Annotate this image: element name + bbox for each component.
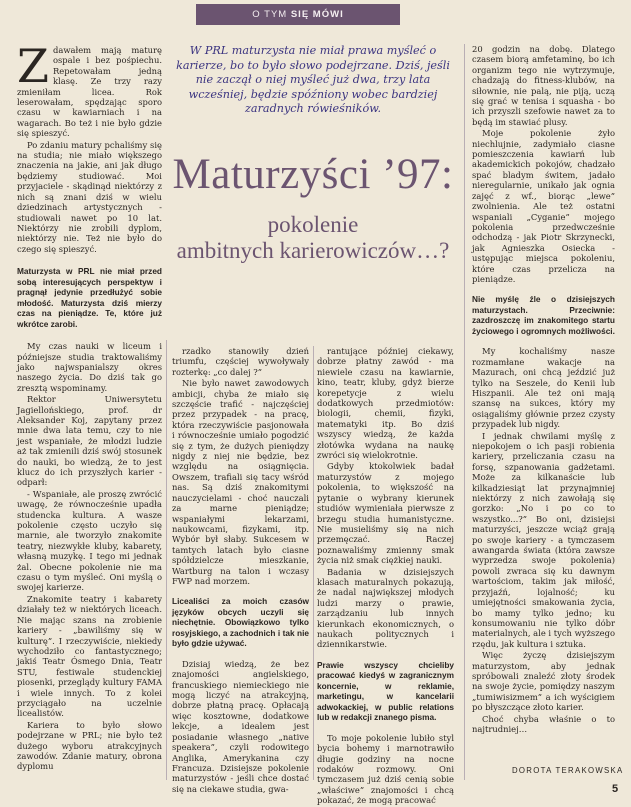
col1-paragraph-6: Znakomite teatry i kabarety działały też w niektórych liceach. Nie mając szans na zrobienie kariery - „bawiliśmy się w kulturę”. I rzeczywiście, niekiedy wychodziło co fantastycznego; jakiś Teatr Ósmego Dnia, Teatr STU, festiwale studenckiej piosenki, przeglądy kultury FAMA i wiele innych. To z kolei przyciągało na uczelnie licealistów. (17, 593, 162, 719)
col1-paragraph-3: My czas nauki w liceum i późniejsze studia traktowaliśmy jako najwspanialszy okres naszego życia. Do dziś tak go zresztą wspominamy. (17, 341, 162, 393)
col4-paragraph-1: 20 godzin na dobę. Dlatego czasem biorą amfetaminę, bo ich organizm tego nie wytrzymuje, chadzają do fitness-klubów, na siłownie, nie palą, nie piją, uczą się grać w tenisa i squasha - bo ich przyszli szefowie nawet za to będą im stawiać plusy. (472, 44, 615, 127)
section-header-highlight: SIĘ MÓWI (290, 9, 344, 20)
col2-paragraph-2: Nie było nawet zawodowych ambicji, chyba że miało się szczęście trafić - najczęściej przez przypadek - na pracę, która rzeczywiście pasjonowała i równocześnie umiało pogodzić się z tym, że dużych pieniędzy nigdy z niej nie będzie, bez względu na osiągnięcia. Owszem, trafiali się tacy wśród nas. Są dziś znakomitymi nauczycielami - choć nauczali za marne pieniądze; wspaniałymi lekarzami, naukowcami, fizykami, itp. Wybór był słaby. Sukcesem w tamtych latach było ciasne spółdzielcze mieszkanie, Wartburg na talon i wczasy FWP nad morzem. (172, 378, 309, 586)
section-header (196, 4, 400, 25)
column-2 (172, 346, 309, 795)
col1-paragraph-1: Zdawałem mają maturę ospale i bez pośpiechu. Repetowałam jedną klasę. Ze trzy razy zmieniłam licea. Rok leserowałam, spędzając sporo czasu w kawiarniach i na wagarach. Bo też i nie było gdzie się spieszyć. (17, 39, 162, 139)
divider-3 (464, 44, 465, 780)
col2-paragraph-3: Dzisiaj wiedzą, że bez znajomości angielskiego, francuskiego niemieckiego nie mogą liczyć na atrakcyjną, dobrze płatną pracę. Opłacają więc kosztowne, dodatkowe lekcje, a idealem jest posiadanie własnego „native speakera”, czyli rodowitego Anglika, Amerykanina czy Francuza. Dzisiejsze pokolenie maturzystów - jeśli chce dostać się na ciekawe studia, gwa- (172, 658, 309, 794)
drop-cap: Z (17, 39, 49, 93)
divider-2 (313, 346, 314, 780)
col1-paragraph-2: Po zdaniu matury pchaliśmy się na studia; nie miało większego znaczenia na jakie, ani jak długo będziemy studiować. Moi przyjaciele - skądinąd niektórzy z nich są znani dziś w wielu dziedzinach artystycznych - studiowali nawet po 10 lat. Niektórzy nie zrobili dyplom, niektórzy nie. Też nie było do czego się spieszyć. (17, 139, 162, 254)
col1-paragraph-5: - Wspaniałe, ale proszę zwrócić uwagę, że równocześnie upadła studencka kultura. A wasze pokolenie często uczyło się marnie, ale tworzyło znakomite teatry, niezwykłe kluby, kabarety, własną muzykę. I tego mi jednak żal. Obecne pokolenie nie ma czasu o tym myśleć. Oni myślą o swojej karierze. (17, 488, 162, 593)
article-subtitle-line-1: pokolenie (267, 212, 359, 237)
article-title: Maturzyści ’97: (172, 151, 454, 198)
column-3 (317, 346, 454, 807)
col1-paragraph-4: Rektor Uniwersytetu Jagiellońskiego, prof. dr Aleksander Koj, zapytany przez mnie dwa lata temu, czy to nie jest wspaniałe, że młodzi ludzie aż tak zmienili dziś swój stosunek do nauki, bo wiedzą, że to jest klucz do ich przyszłych karier - odparł: (17, 394, 162, 488)
col4-paragraph-5: Więc życzę dzisiejszym maturzystom, aby jednak spróbowali znaleźć złoty środek na swoje życie, pomiędzy naszym „tumiwisizmem” a ich wyścigiem po błyszczące złoto karier. (472, 650, 615, 713)
col3-paragraph-3: Badania w dzisiejszych klasach maturalnych pokazują, że nadal największej młodych ludzi marzy o prawie, zarządzaniu lub innych kierunkach ekonomicznych, o naukach politycznych i dziennikarstwie. (317, 566, 454, 650)
col3-paragraph-1: rantujące później ciekawy, dobrze płatny zawód - ma niewiele czasu na kawiarnie, kino, teatr, kluby, gdyż bierze korepetycje z wielu dodatkowych przedmiotów: biologii, chemii, fizyki, matematyki itp. Bo dziś wszyscy wiedzą, że każda złotówka wydana na naukę zwróci się wielokrotnie. (317, 346, 454, 461)
col4-paragraph-4: I jednak chwilami myślę z niepokojem o ich pasji robienia kariery, przeliczania czasu na forsę, szpanowania gadżetami. Może za kilkanaście lub kilkadziesiąt lat przynajmniej niektórzy z nich zawołają się gorzko: „No i po co to wszystko...?” Bo oni, dzisiejsi maturzyści, jeszcze wciąż grają po swoje kariery - a tymczasem awangarda świata (która zawsze wyprzedza swoje pokolenia) powoli zwraca się ku dawnym wartościom, takim jak miłość, przyjaźń, lojalność; ku umiejętności smakowania życia, bo mamy tylko jedno; ku konsumowaniu nie tylko dóbr materialnych, ale i tych wyższego rzędu, jak kultura i sztuka. (472, 430, 616, 649)
author-name: DOROTA TERAKOWSKA (512, 766, 624, 775)
col1-bold-quote: Maturzysta w PRL nie miał przed sobą interesujących perspektyw i pragnął jedynie przedłużyć sobie młodość. Maturzysta dziś mierzy czas na pieniądze. Te, które już wkrótce zarobi. (17, 266, 162, 329)
divider-1 (166, 340, 167, 780)
col3-paragraph-2: Gdyby ktokolwiek badał maturzystów z mojego pokolenia, to większość na pytanie o wybrany kierunek studiów wymieniała pierwsze z brzegu studia humanistyczne. Nie musieliśmy się na nich przemęczać. Raczej poznawaliśmy zmienny smak życia niż smak ciężkiej nauki. (317, 461, 454, 566)
col4-paragraph-6: Choć chyba właśnie o to najtrudniej… (472, 713, 615, 734)
column-1 (17, 39, 162, 773)
col1-paragraph-7: Kariera to było słowo podejrzane w PRL; nie było też dużego wyboru atrakcyjnych zawodów. Zdanie matury, obrona dyplomu (17, 719, 162, 772)
section-header-prefix: O TYM (252, 9, 288, 20)
col2-bold-quote: Licealiści za moich czasów języków obcych uczyli się niechętnie. Obowiązkowo tylko rosyjskiego, a zachodnich i tak nie było gdzie używać. (172, 596, 309, 649)
article-subtitle-line-2: ambitnych karierowiczów…? (176, 238, 450, 263)
lead-text: W PRL maturzysta nie miał prawa myśleć o karierze, bo to było słowo podejrzane. Dziś, jeśli nie zaczął o niej myśleć już dwa, trzy lata wcześniej, będzie spóźniony wobec bardziej zaradnych rówieśników. (176, 44, 450, 116)
col4-paragraph-2: Moje pokolenie żyło niechlujnie, zadymiało ciasne pomieszczenia kawiarń lub akademickich pokojów, chadzało spać bladym świtem, jadało nieregularnie, unikało jak ognia zajęć z wf., biorąc „lewe” zwolnienia. Ale też ostatni wspaniali „Cyganie” mojego pokolenia przedwcześnie odchodzą - jak Piotr Skrzynecki, jak Agnieszka Osiecka - ustępując miejsca pokoleniu, które czas przelicza na pieniądze. (472, 128, 615, 284)
col2-paragraph-1: rzadko stanowiły dzień triumfu, częściej wywoływały rozterkę: „co dalej ?” (172, 346, 309, 377)
page-number: 5 (612, 783, 619, 795)
col3-bold-quote: Prawie wszyscy chcieliby pracować kiedyś w zagranicznym koncernie, w reklamie, marketingu, w kancelarii adwokackiej, w public relations lub w redakcji znanego pisma. (317, 659, 454, 723)
column-4 (472, 44, 615, 735)
col3-paragraph-4: To moje pokolenie lubiło styl bycia bohemy i marnotrawiło długie godziny na nocne rodaków rozmowy. Oni tymczasem już dziś cenią sobie „właściwe” znajomości i chcą pokazać, że mogą pracować (317, 732, 454, 806)
col4-paragraph-3: My kochaliśmy nasze rozmamłane wakacje na Mazurach, oni chcą jeździć już tylko na Seszele, do Kenii lub Hiszpanii. Ale też oni mają szansę na sukces, który my osiągaliśmy głównie przez czysty przypadek lub nigdy. (472, 346, 615, 430)
col4-bold-quote: Nie myślę źle o dzisiejszych maturzystach. Przeciwnie: zazdroszczę im znakomitego startu życiowego i ogromnych możliwości. (472, 294, 615, 336)
